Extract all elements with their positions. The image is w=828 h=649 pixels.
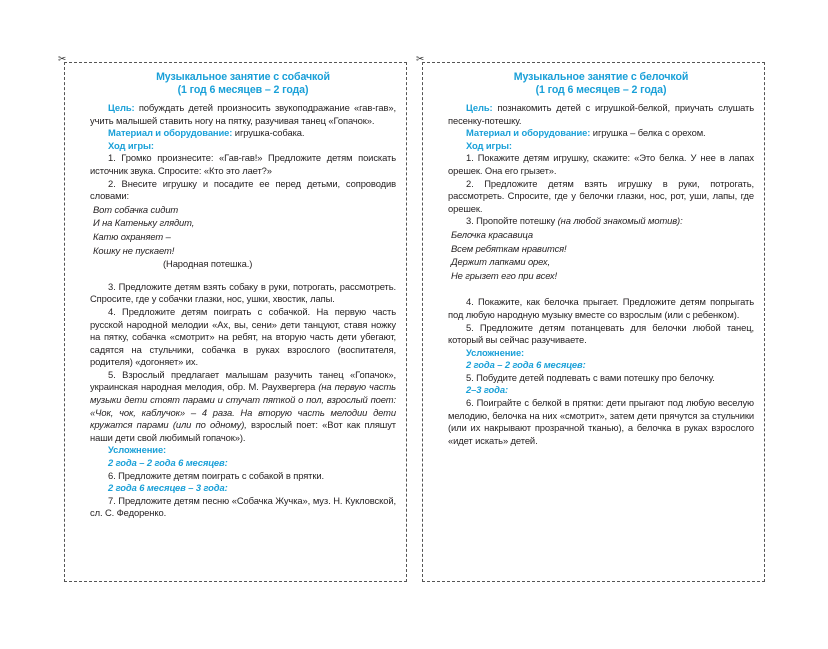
title-age: (1 год 6 месяцев – 2 года) bbox=[177, 84, 309, 96]
goal-label: Цель: bbox=[466, 102, 493, 113]
material-label: Материал и оборудование: bbox=[108, 127, 233, 139]
material-text: игрушка – белка с орехом. bbox=[590, 127, 706, 139]
complication-heading: Усложнение: bbox=[108, 444, 167, 456]
step-5b: 5. Побудите детей подпевать с вами потешку про белочку. bbox=[466, 371, 715, 383]
goal-paragraph bbox=[448, 102, 754, 127]
step-5: 5. Предложите детям потанцевать для белочки любой танец, который вы сейчас разучиваете. bbox=[448, 321, 754, 346]
poem-line: Не грызет его при всех! bbox=[451, 269, 558, 281]
goal-paragraph bbox=[90, 102, 396, 127]
course-heading: Ход игры: bbox=[108, 139, 154, 151]
goal-text: побуждать детей произносить звукоподражание «гав-гав», учить малышей ставить ногу на пятку, разучивая танец «Гопачок». bbox=[90, 102, 396, 126]
step-4: 4. Предложите детям поиграть с собачкой. На первую часть русской народной мелодии «Ах, вы, сени» дети танцуют, ставя ножку на пятку, собачка «смотрит» на ребят, на вторую часть дети убегают, садятся на стульчики, собачка в руках взрослого (воспитателя, родителя) «догоняет» их. bbox=[90, 305, 396, 368]
step-3: 3. Предложите детям взять собаку в руки, потрогать, рассмотреть. Спросите, где у собачки глазки, нос, ушки, хвостик, лапы. bbox=[90, 280, 396, 305]
goal-label: Цель: bbox=[108, 102, 135, 113]
card-dog bbox=[64, 62, 407, 582]
age-range-2: 2 года 6 месяцев – 3 года: bbox=[108, 482, 228, 494]
card-squirrel bbox=[422, 62, 765, 582]
step-6: 6. Предложите детям поиграть с собакой в прятки. bbox=[108, 469, 325, 481]
step-7: 7. Предложите детям песню «Собачка Жучка», муз. Н. Кукловской, сл. С. Федоренко. bbox=[90, 494, 396, 519]
material-paragraph bbox=[448, 127, 754, 140]
step-3-italic: (на любой знакомый мотив): bbox=[557, 215, 683, 227]
scissors-icon: ✂ bbox=[58, 54, 67, 65]
material-paragraph bbox=[90, 127, 396, 140]
step-4: 4. Покажите, как белочка прыгает. Предложите детям попрыгать под любую народную музыку вместе со взрослым (или с ребенком). bbox=[448, 296, 754, 320]
step-1: 1. Громко произнесите: «Гав-гав!» Предложите детям поискать источник звука. Спросите: «Кто это лает?» bbox=[90, 152, 396, 176]
step-3-text: 3. Пропойте потешку bbox=[466, 215, 558, 227]
step-5-text: 5. Взрослый предлагает малышам разучить танец «Гопачок», украинская народная мелодия, обр. М. Раухвергера bbox=[90, 368, 396, 393]
poem-line: Всем ребяткам нравится! bbox=[451, 242, 567, 254]
card-title bbox=[90, 71, 396, 97]
complication-heading: Усложнение: bbox=[466, 346, 525, 358]
step-5 bbox=[90, 369, 396, 445]
step-2: 2. Предложите детям взять игрушку в руки, потрогать, рассмотреть. Спросите, где у белочки глазки, нос, рот, уши, лапы, где орешек. bbox=[448, 177, 754, 214]
poem-line: Вот собачка сидит bbox=[93, 203, 179, 215]
poem-line: Держит лапками орех, bbox=[451, 256, 550, 268]
poem-line: Белочка красавица bbox=[451, 228, 534, 240]
step-3 bbox=[448, 215, 754, 228]
poem-line: И на Катеньку глядит, bbox=[93, 217, 195, 229]
poem bbox=[451, 228, 754, 282]
material-text: игрушка-собака. bbox=[232, 127, 305, 139]
poem-source: (Народная потешка.) bbox=[163, 258, 253, 270]
step-6: 6. Поиграйте с белкой в прятки: дети прыгают под любую веселую мелодию, белочка на них «смотрит», затем дети прячутся за стульчики (или их накрывают прозрачной тканью), а белочка в руках взрослого «идет искать» детей. bbox=[448, 397, 754, 446]
step-1: 1. Покажите детям игрушку, скажите: «Это белка. У нее в лапах орешек. Она его грызет». bbox=[448, 152, 754, 176]
age-range-2: 2–3 года: bbox=[466, 384, 508, 396]
title-line: Музыкальное занятие с собачкой bbox=[156, 71, 330, 83]
card-title bbox=[448, 71, 754, 97]
title-age: (1 год 6 месяцев – 2 года) bbox=[535, 84, 667, 96]
step-2: 2. Внесите игрушку и посадите ее перед детьми, сопроводив словами: bbox=[90, 177, 396, 202]
title-line: Музыкальное занятие с белочкой bbox=[513, 71, 689, 83]
material-label: Материал и оборудование: bbox=[466, 127, 591, 139]
goal-text: познакомить детей с игрушкой-белкой, приучать слушать песенку-потешку. bbox=[448, 102, 754, 126]
poem-line: Кошку не пускает! bbox=[93, 244, 175, 256]
age-range-1: 2 года – 2 года 6 месяцев: bbox=[108, 457, 228, 469]
step-5-end: взрослый поет: «Вот как пляшут наши дети свой любимый гопачок»). bbox=[90, 419, 396, 443]
step-5-italic: (на первую часть музыки дети стоят парами и стучат пяткой о пол, взрослый поет: «Чок, чок, каблучок» – 4 раза. На вторую часть мелодии дети кружатся парами (или по одному), bbox=[90, 381, 396, 431]
course-heading: Ход игры: bbox=[466, 139, 512, 151]
age-range-1: 2 года – 2 года 6 месяцев: bbox=[466, 359, 586, 371]
scissors-icon: ✂ bbox=[416, 54, 425, 65]
poem bbox=[93, 203, 396, 271]
poem-line: Катю охраняет – bbox=[93, 230, 171, 242]
